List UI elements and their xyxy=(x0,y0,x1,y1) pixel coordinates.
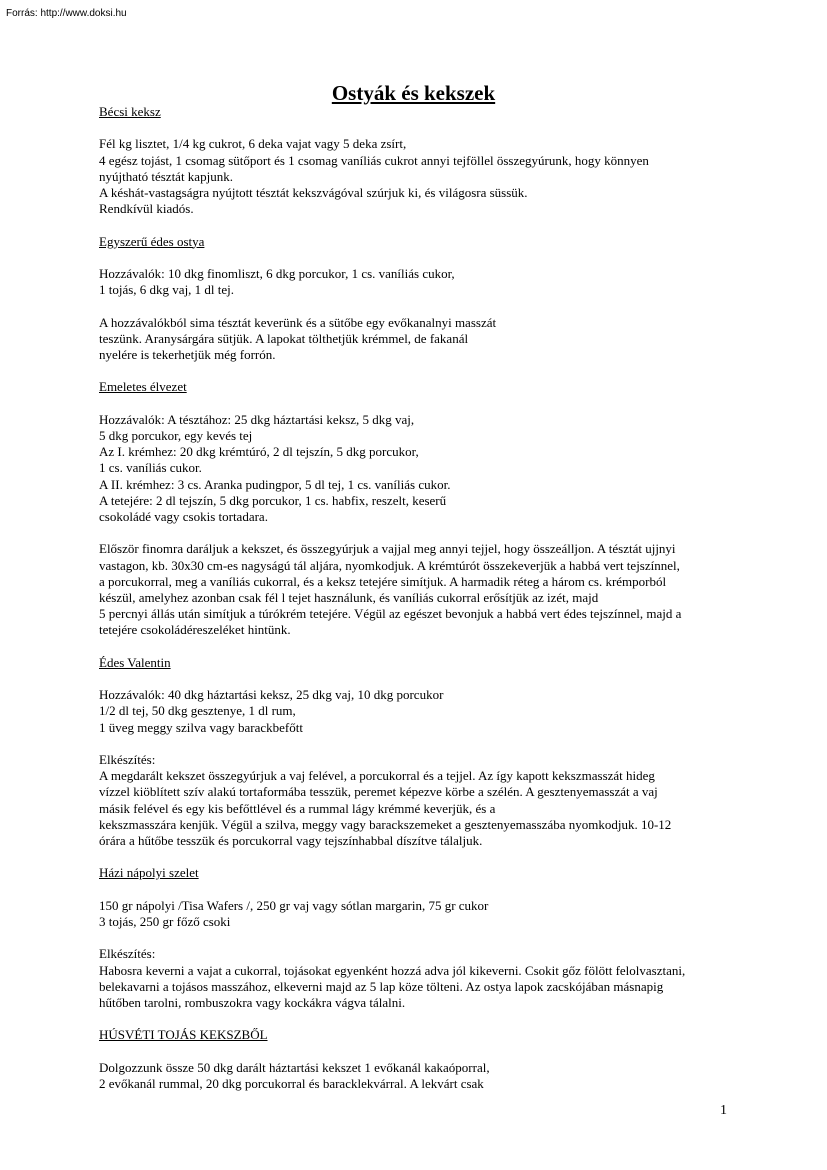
source-note: Forrás: http://www.doksi.hu xyxy=(6,8,127,19)
recipe-paragraph xyxy=(99,412,739,525)
page-number: 1 xyxy=(720,1103,727,1118)
text-line: órára a hűtőbe tesszük és porcukorral vagy tejszínhabbal díszítve tálaljuk. xyxy=(99,832,483,848)
recipe-heading: Édes Valentin xyxy=(99,654,171,670)
text-line: A tetejére: 2 dl tejszín, 5 dkg porcukor, 1 cs. habfix, reszelt, keserű xyxy=(99,492,447,508)
text-line: csokoládé vagy csokis tortadara. xyxy=(99,508,268,524)
text-line: kekszmasszára kenjük. Végül a szilva, meggy vagy barackszemeket a gesztenyemasszába nyomkodjuk. 10-12 xyxy=(99,816,672,832)
text-line: A megdarált kekszet összegyúrjuk a vaj felével, a porcukorral és a tejjel. Az így kapott kekszmasszát hideg xyxy=(99,768,655,784)
recipe-heading: Házi nápolyi szelet xyxy=(99,865,199,881)
text-line: 3 tojás, 250 gr főző csoki xyxy=(99,913,231,929)
text-line: Először finomra daráljuk a kekszet, és összegyúrjuk a vajjal meg annyi tejjel, hogy összeálljon. A tésztát ujjnyi xyxy=(99,541,676,557)
text-line: nyújtható tésztát kapjunk. xyxy=(99,168,233,184)
text-line: 5 dkg porcukor, egy kevés tej xyxy=(99,427,253,443)
recipe-paragraph xyxy=(99,687,739,736)
recipe-paragraph xyxy=(99,752,739,849)
text-line: Elkészítés: xyxy=(99,946,156,962)
recipe-paragraph xyxy=(99,136,739,217)
text-line: Habosra keverni a vajat a cukorral, tojásokat egyenként hozzá adva jól kikeverni. Csokit gőz fölött felolvasztani, xyxy=(99,962,686,978)
recipe-heading: HÚSVÉTI TOJÁS KEKSZBŐL xyxy=(99,1027,268,1043)
text-line: Hozzávalók: A tésztához: 25 dkg háztartási keksz, 5 dkg vaj, xyxy=(99,411,415,427)
text-line: 4 egész tojást, 1 csomag sütőport és 1 csomag vaníliás cukrot annyi tejföllel összegyúrunk, hogy könnyen xyxy=(99,152,649,168)
text-line: 1 cs. vaníliás cukor. xyxy=(99,460,202,476)
text-line: Dolgozzunk össze 50 dkg darált háztartási kekszet 1 evőkanál kakaóporral, xyxy=(99,1059,490,1075)
recipe-paragraph xyxy=(99,541,739,638)
recipe-heading: Egyszerű édes ostya xyxy=(99,233,205,249)
recipe-paragraph xyxy=(99,1060,739,1092)
text-line: Fél kg lisztet, 1/4 kg cukrot, 6 deka vajat vagy 5 deka zsírt, xyxy=(99,136,407,152)
page-title: Ostyák és kekszek xyxy=(331,81,496,105)
text-line: 1 üveg meggy szilva vagy barackbefőtt xyxy=(99,719,303,735)
text-line: Hozzávalók: 10 dkg finomliszt, 6 dkg porcukor, 1 cs. vaníliás cukor, xyxy=(99,265,455,281)
text-line: belekavarni a tojásos masszához, elkeverni majd az 5 lap köze tölteni. Az ostya lapok zacskójában másnapig xyxy=(99,978,664,994)
text-line: tetejére csokoládéreszeléket hintünk. xyxy=(99,622,291,638)
recipe-content xyxy=(99,104,739,1108)
recipe-heading: Bécsi keksz xyxy=(99,104,161,119)
text-line: 2 evőkanál rummal, 20 dkg porcukorral és baracklekvárral. A lekvárt csak xyxy=(99,1075,484,1091)
text-line: A késhát-vastagságra nyújtott tésztát kekszvágóval szúrjuk ki, és világosra süssük. xyxy=(99,185,528,200)
text-line: Hozzávalók: 40 dkg háztartási keksz, 25 dkg vaj, 10 dkg porcukor xyxy=(99,687,444,703)
text-line: A hozzávalókból sima tésztát keverünk és a sütőbe egy evőkanalnyi masszát xyxy=(99,314,497,330)
text-line: vastagon, kb. 30x30 cm-es nagyságú tál aljára, nyomkodjuk. A krémtúrót összekeverjük a habbá vert tejszínnel, xyxy=(99,557,680,573)
text-line: Az I. krémhez: 20 dkg krémtúró, 2 dl tejszín, 5 dkg porcukor, xyxy=(99,444,419,460)
recipe-paragraph xyxy=(99,266,739,298)
text-line: vízzel kiöblített szív alakú tortaformába tesszük, peremet képezve körbe a szélén. A gesztenyemasszát a vaj xyxy=(99,784,658,800)
text-line: a porcukorral, meg a vaníliás cukorral, és a keksz tetejére simítjuk. A harmadik réteg a három cs. krémporból xyxy=(99,573,667,589)
text-line: másik felével és egy kis befőttlével és a rummal lágy krémmé keverjük, és a xyxy=(99,800,496,816)
text-line: 1/2 dl tej, 50 dkg gesztenye, 1 dl rum, xyxy=(99,703,296,719)
text-line: A II. krémhez: 3 cs. Aranka pudingpor, 5 dl tej, 1 cs. vaníliás cukor. xyxy=(99,476,451,492)
text-line: Elkészítés: xyxy=(99,751,156,767)
text-line: 1 tojás, 6 dkg vaj, 1 dl tej. xyxy=(99,282,235,298)
text-line: készül, amelyhez azonban csak fél l tejet használunk, és vaníliás cukorral erősítjük az izét, majd xyxy=(99,589,599,605)
text-line: 150 gr nápolyi /Tisa Wafers /, 250 gr vaj vagy sótlan margarin, 75 gr cukor xyxy=(99,897,489,913)
text-line: nyelére is tekerhetjük még forrón. xyxy=(99,346,276,362)
recipe-paragraph xyxy=(99,315,739,364)
recipe-paragraph xyxy=(99,898,739,930)
recipe-paragraph xyxy=(99,946,739,1011)
text-line: Rendkívül kiadós. xyxy=(99,201,194,217)
text-line: hűtőben tarolni, rombuszokra vagy kockákra vágva tálalni. xyxy=(99,994,406,1010)
text-line: teszünk. Aranysárgára sütjük. A lapokat tölthetjük krémmel, de fakanál xyxy=(99,330,469,346)
recipe-heading: Emeletes élvezet xyxy=(99,379,187,395)
text-line: 5 percnyi állás után simítjuk a túrókrém tetejére. Végül az egészet bevonjuk a habbá vert édes tejszínnel, majd a xyxy=(99,606,682,622)
